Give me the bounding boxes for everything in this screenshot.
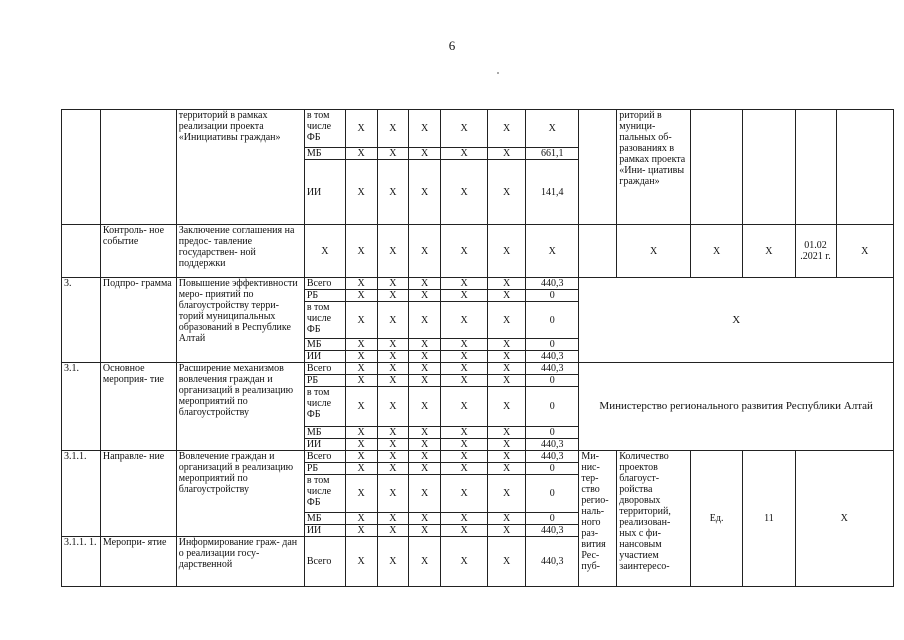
cell: 0 [526, 290, 579, 302]
cell: Х [345, 339, 377, 351]
cell: Х [691, 225, 743, 278]
cell: Х [441, 439, 488, 451]
cell: Х [488, 513, 526, 525]
cell: Х [409, 387, 441, 427]
cell: Х [409, 225, 441, 278]
cell: Х [377, 439, 409, 451]
cell: Х [441, 525, 488, 537]
cell: Х [409, 363, 441, 375]
event-name: Информирование граж- дан о реализации госу- дарственной [176, 537, 304, 587]
cell: Х [377, 225, 409, 278]
cell: Х [345, 375, 377, 387]
cell: Х [345, 451, 377, 463]
cell: Х [409, 475, 441, 513]
cell: Х [409, 427, 441, 439]
cell: Х [488, 110, 526, 148]
cell: Х [345, 363, 377, 375]
event-name: Расширение механизмов вовлечения граждан и организаций в реализацию мероприятий по благоустройству [176, 363, 304, 451]
source-label: МБ [304, 148, 345, 160]
cell: Х [488, 290, 526, 302]
table-row [62, 278, 894, 290]
cell: Х [377, 537, 409, 587]
cell: 440,3 [526, 537, 579, 587]
table-row [62, 363, 894, 375]
responsible-narrow: Ми- нис- тер- ство регио- наль- ного раз- вития Рес- пуб- [579, 451, 617, 587]
event-name: Вовлечение граждан и организаций в реализацию мероприятий по благоустройству [176, 451, 304, 537]
cell: Х [345, 463, 377, 475]
cell: Х [345, 439, 377, 451]
cell: Х [441, 363, 488, 375]
cell: Х [488, 148, 526, 160]
event-name: территорий в рамках реализации проекта «Инициативы граждан» [176, 110, 304, 225]
cell: Х [377, 290, 409, 302]
cell: Х [441, 225, 488, 278]
cell: Х [345, 427, 377, 439]
cell: Х [441, 427, 488, 439]
row-type: Меропри- ятие [100, 537, 176, 587]
cell: Х [441, 375, 488, 387]
cell: Х [488, 302, 526, 339]
cell: Х [377, 475, 409, 513]
cell: Х [377, 525, 409, 537]
cell: 0 [526, 387, 579, 427]
source-label: ИИ [304, 351, 345, 363]
cell: 0 [526, 513, 579, 525]
cell: Х [409, 537, 441, 587]
cell: Х [441, 351, 488, 363]
source-label: в том числе ФБ [304, 302, 345, 339]
page-number: 6 [448, 38, 456, 53]
source-label: Всего [304, 537, 345, 587]
cell: Х [345, 351, 377, 363]
event-name: Повышение эффективности меро- приятий по благоустройству терри- торий муниципальных образований в Республике Алтай [176, 278, 304, 363]
cell: Х [441, 290, 488, 302]
source-label: в том числе ФБ [304, 475, 345, 513]
cell: 440,3 [526, 439, 579, 451]
row-type: Направле- ние [100, 451, 176, 537]
source-label: МБ [304, 339, 345, 351]
cell: Х [345, 290, 377, 302]
cell: Х [488, 439, 526, 451]
cell: Х [441, 513, 488, 525]
cell: Х [441, 148, 488, 160]
unit-cell: Ед. [691, 451, 743, 587]
cell: Х [345, 110, 377, 148]
row-number: 3.1. [62, 363, 101, 451]
cell: Х [441, 160, 488, 225]
row-type: Основное мероприя- тие [100, 363, 176, 451]
cell: 661,1 [526, 148, 579, 160]
cell: 0 [526, 475, 579, 513]
cell: Х [441, 387, 488, 427]
cell: Х [488, 160, 526, 225]
source-label: РБ [304, 375, 345, 387]
source-label: в том числе ФБ [304, 387, 345, 427]
cell: Х [345, 148, 377, 160]
cell: Х [377, 363, 409, 375]
source-label: РБ [304, 290, 345, 302]
cell: Х [377, 387, 409, 427]
cell: Х [345, 475, 377, 513]
scan-speck [497, 72, 499, 74]
cell: Х [304, 225, 345, 278]
merged-cell: Х [579, 278, 894, 363]
cell: Х [488, 363, 526, 375]
cell: Х [409, 278, 441, 290]
cell: 440,3 [526, 351, 579, 363]
cell: Х [377, 427, 409, 439]
cell: Х [345, 513, 377, 525]
cell: Х [377, 463, 409, 475]
cell: 440,3 [526, 451, 579, 463]
cell: 0 [526, 427, 579, 439]
cell: 440,3 [526, 278, 579, 290]
cell: Х [488, 475, 526, 513]
cell: Х [441, 451, 488, 463]
cell: Х [409, 451, 441, 463]
cell: Х [345, 225, 377, 278]
responsible-ministry: Министерство регионального развития Республики Алтай [579, 363, 894, 451]
cell: 0 [526, 463, 579, 475]
row-number: 3.1.1. 1. [62, 537, 101, 587]
source-label: РБ [304, 463, 345, 475]
cell: Х [441, 463, 488, 475]
source-label: Всего [304, 363, 345, 375]
cell: Х [409, 351, 441, 363]
value-cell: 11 [743, 451, 795, 587]
cell: Х [488, 463, 526, 475]
cell: Х [409, 525, 441, 537]
cell: 0 [526, 339, 579, 351]
source-label: ИИ [304, 439, 345, 451]
cell: Х [345, 302, 377, 339]
cell: Х [617, 225, 691, 278]
cell: Х [488, 375, 526, 387]
cell: Х [488, 278, 526, 290]
cell: Х [441, 302, 488, 339]
cell: 141,4 [526, 160, 579, 225]
cell: Х [795, 451, 893, 587]
cell: Х [526, 225, 579, 278]
cell: Х [488, 351, 526, 363]
row-number: 3. [62, 278, 101, 363]
source-label: ИИ [304, 525, 345, 537]
cell: Х [441, 475, 488, 513]
cell: Х [377, 339, 409, 351]
cell: Х [377, 278, 409, 290]
cell: Х [488, 339, 526, 351]
cell: Х [409, 148, 441, 160]
row-type: Контроль- ное событие [100, 225, 176, 278]
cell: Х [526, 110, 579, 148]
cell: Х [488, 537, 526, 587]
cell: Х [441, 110, 488, 148]
cell: 0 [526, 302, 579, 339]
cell: Х [488, 225, 526, 278]
row-number: 3.1.1. [62, 451, 101, 537]
program-table [61, 109, 894, 597]
row-type: Подпро- грамма [100, 278, 176, 363]
table-row [62, 110, 894, 148]
cell: Х [345, 525, 377, 537]
source-label: в том числе ФБ [304, 110, 345, 148]
source-label: Всего [304, 278, 345, 290]
cell: Х [488, 451, 526, 463]
cell: Х [409, 463, 441, 475]
cell: Х [836, 225, 894, 278]
cell: Х [345, 537, 377, 587]
cell: Х [345, 278, 377, 290]
cell: 0 [526, 375, 579, 387]
cell: 440,3 [526, 363, 579, 375]
cell: Х [488, 525, 526, 537]
cell: Х [377, 351, 409, 363]
date-cell: 01.02 .2021 г. [795, 225, 836, 278]
cell: Х [409, 375, 441, 387]
cell: Х [409, 302, 441, 339]
table-row [62, 451, 894, 463]
table-row [62, 225, 894, 278]
cell: Х [409, 513, 441, 525]
cell: Х [409, 439, 441, 451]
cell: Х [488, 387, 526, 427]
cell: Х [743, 225, 795, 278]
cell: Х [345, 387, 377, 427]
cell: Х [377, 148, 409, 160]
source-label: ИИ [304, 160, 345, 225]
responsible-cont: риторий в муници- пальных об- разованиях в рамках проекта «Ини- циативы граждан» [617, 110, 691, 225]
cell: Х [377, 302, 409, 339]
cell: Х [377, 513, 409, 525]
indicator-name: Количество проектов благоуст- ройства дворовых территорий, реализован- ных с фи- нансовым участием заинтересо- [617, 451, 691, 587]
cell: Х [377, 451, 409, 463]
cell: Х [441, 278, 488, 290]
cell: Х [409, 110, 441, 148]
cell: 440,3 [526, 525, 579, 537]
cell: Х [409, 160, 441, 225]
cell: Х [441, 339, 488, 351]
cell: Х [377, 110, 409, 148]
source-label: МБ [304, 513, 345, 525]
source-label: МБ [304, 427, 345, 439]
source-label: Всего [304, 451, 345, 463]
cell: Х [377, 375, 409, 387]
cell: Х [409, 290, 441, 302]
cell: Х [377, 160, 409, 225]
cell: Х [441, 537, 488, 587]
cell: Х [345, 160, 377, 225]
cell: Х [409, 339, 441, 351]
event-name: Заключение соглашения на предос- тавление государствен- ной поддержки [176, 225, 304, 278]
cell: Х [488, 427, 526, 439]
